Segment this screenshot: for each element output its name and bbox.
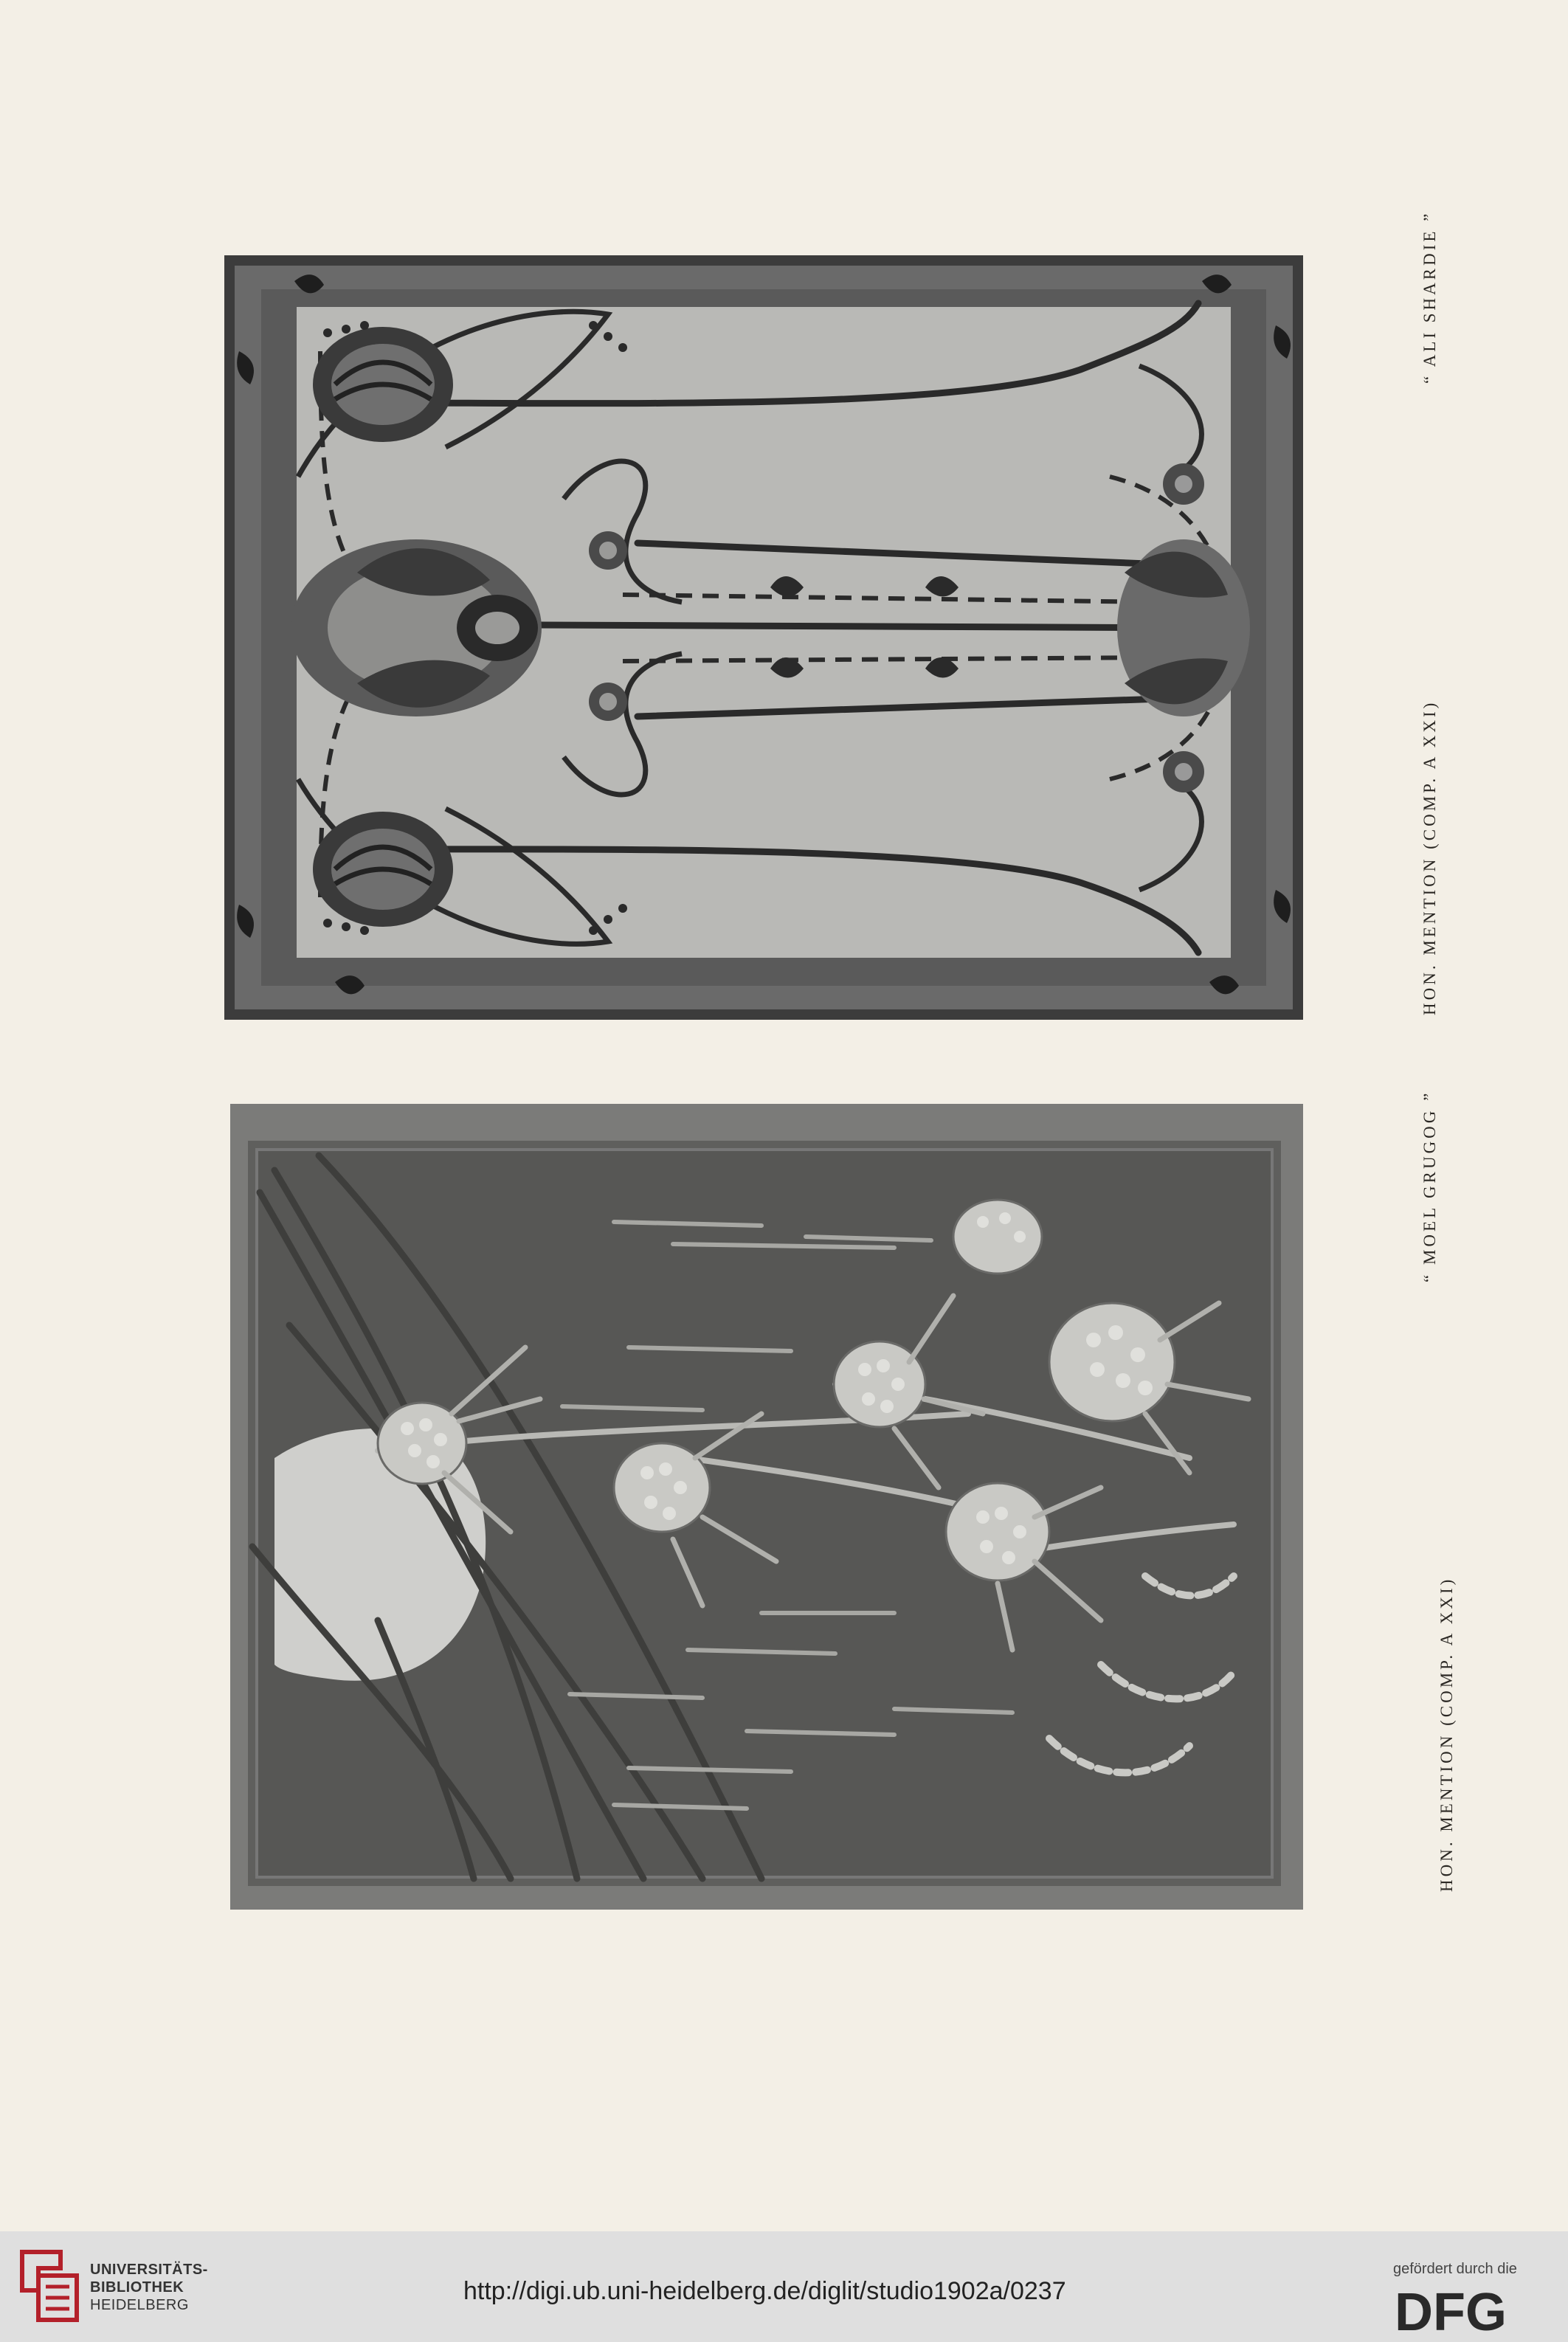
dfg-logo-text: DFG xyxy=(1395,2286,1507,2335)
university-library-name[interactable] xyxy=(90,2261,208,2314)
plate-ali-shardie xyxy=(224,255,1303,1020)
footer-bar xyxy=(0,2231,1568,2342)
caption-mention-top: HON. MENTION (COMP. A XXI) xyxy=(1420,700,1439,1015)
library-line-2: BIBLIOTHEK xyxy=(90,2279,184,2296)
library-line-1: UNIVERSITÄTS- xyxy=(90,2262,208,2278)
permalink-url[interactable]: http://digi.ub.uni-heidelberg.de/diglit/studio1902a/0237 xyxy=(463,2277,1066,2305)
caption-mention-bottom: HON. MENTION (COMP. A XXI) xyxy=(1437,1576,1456,1892)
library-line-3: HEIDELBERG xyxy=(90,2297,189,2313)
caption-title-moel-grugog: “ MOEL GRUGOG ” xyxy=(1420,1090,1439,1282)
dfg-logo[interactable] xyxy=(1395,2286,1550,2335)
funding-note: gefördert durch die xyxy=(1393,2261,1517,2277)
plate-moel-grugog xyxy=(230,1104,1303,1910)
caption-title-ali-shardie: “ ALI SHARDIE ” xyxy=(1420,210,1439,384)
moel-grugog-illustration xyxy=(230,1104,1303,1910)
university-library-logo-icon[interactable] xyxy=(16,2246,83,2331)
ali-shardie-illustration xyxy=(224,255,1303,1020)
